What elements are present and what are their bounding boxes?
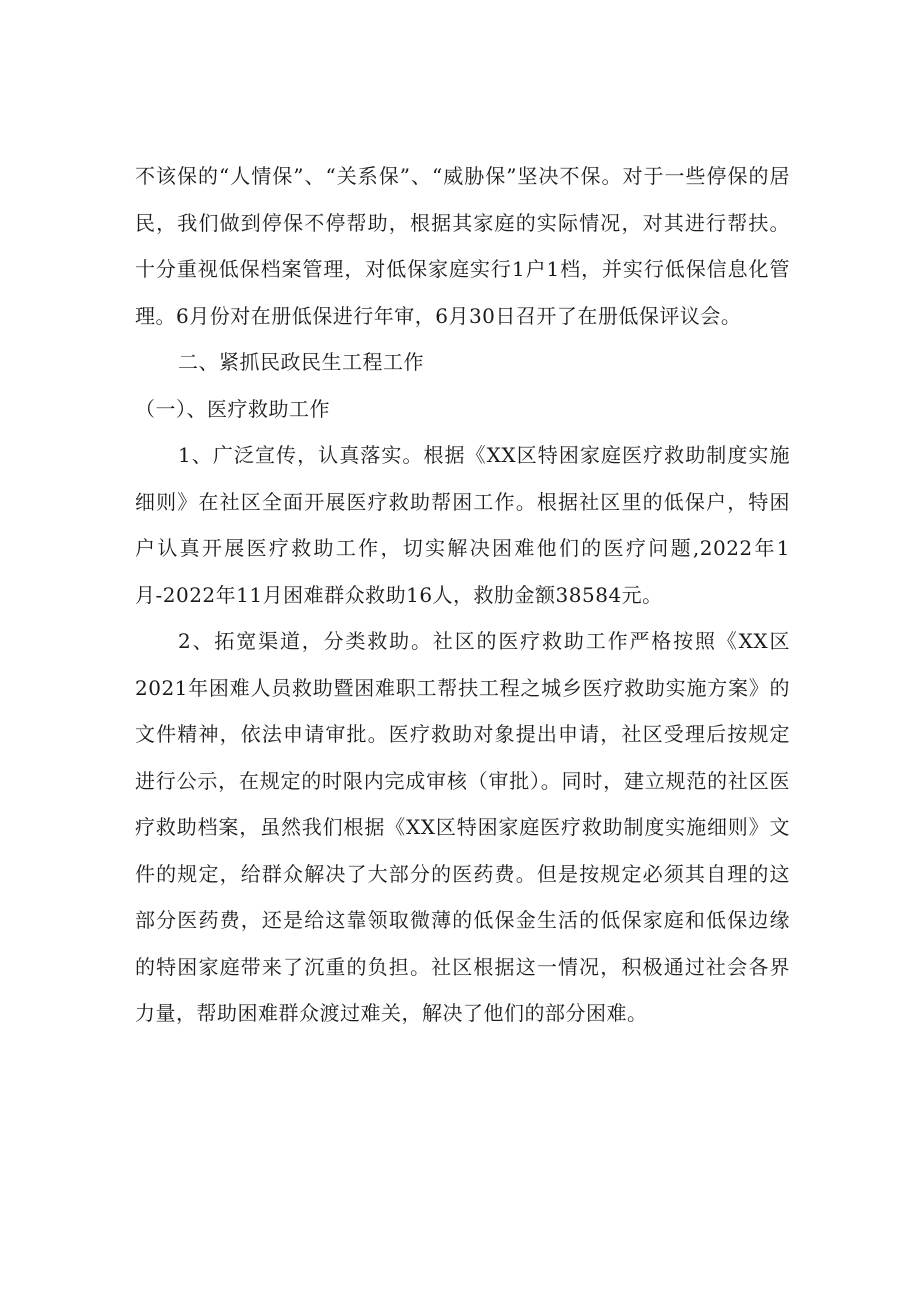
document-body — [135, 153, 790, 1037]
paragraph-continued-dibao: 不该保的“人情保”、“关系保”、“威胁保”坚决不保。对于一些停保的居民，我们做到停保不停帮助，根据其家庭的实际情况，对其进行帮扶。十分重视低保档案管理，对低保家庭实行1户1档，并实行低保信息化管理。6月份对在册低保进行年审，6月30日召开了在册低保评议会。 — [135, 164, 790, 328]
subsection-heading-medical-aid: （一）、医疗救助工作 — [135, 396, 330, 421]
paragraph-item-1: 1、广泛宣传，认真落实。根据《XX区特困家庭医疗救助制度实施细则》在社区全面开展医疗救助帮困工作。根据社区里的低保户，特困户认真开展医疗救助工作，切实解决困难他们的医疗问题,2022年1月-2022年11月困难群众救助16人，救肋金额38584元。 — [135, 443, 790, 607]
section-heading-minzheng: 二、紧抓民政民生工程工作 — [178, 350, 424, 374]
paragraph-item-2: 2、拓宽渠道，分类救助。社区的医疗救助工作严格按照《XX区2021年困难人员救助暨困难职工帮扶工程之城乡医疗救助实施方案》的文件精神，依法申请审批。医疗救助对象提出申请，社区受理后按规定进行公示，在规定的时限内完成审核（审批）。同时，建立规范的社区医疗救助档案，虽然我们根据《XX区特困家庭医疗救助制度实施细则》文件的规定，给群众解决了大部分的医药费。但是按规定必须其自理的这部分医药费，还是给这靠领取微薄的低保金生活的低保家庭和低保边缘的特困家庭带来了沉重的负担。社区根据这一情况，积极通过社会各界力量，帮助困难群众渡过难关，解决了他们的部分困难。 — [135, 629, 790, 1025]
